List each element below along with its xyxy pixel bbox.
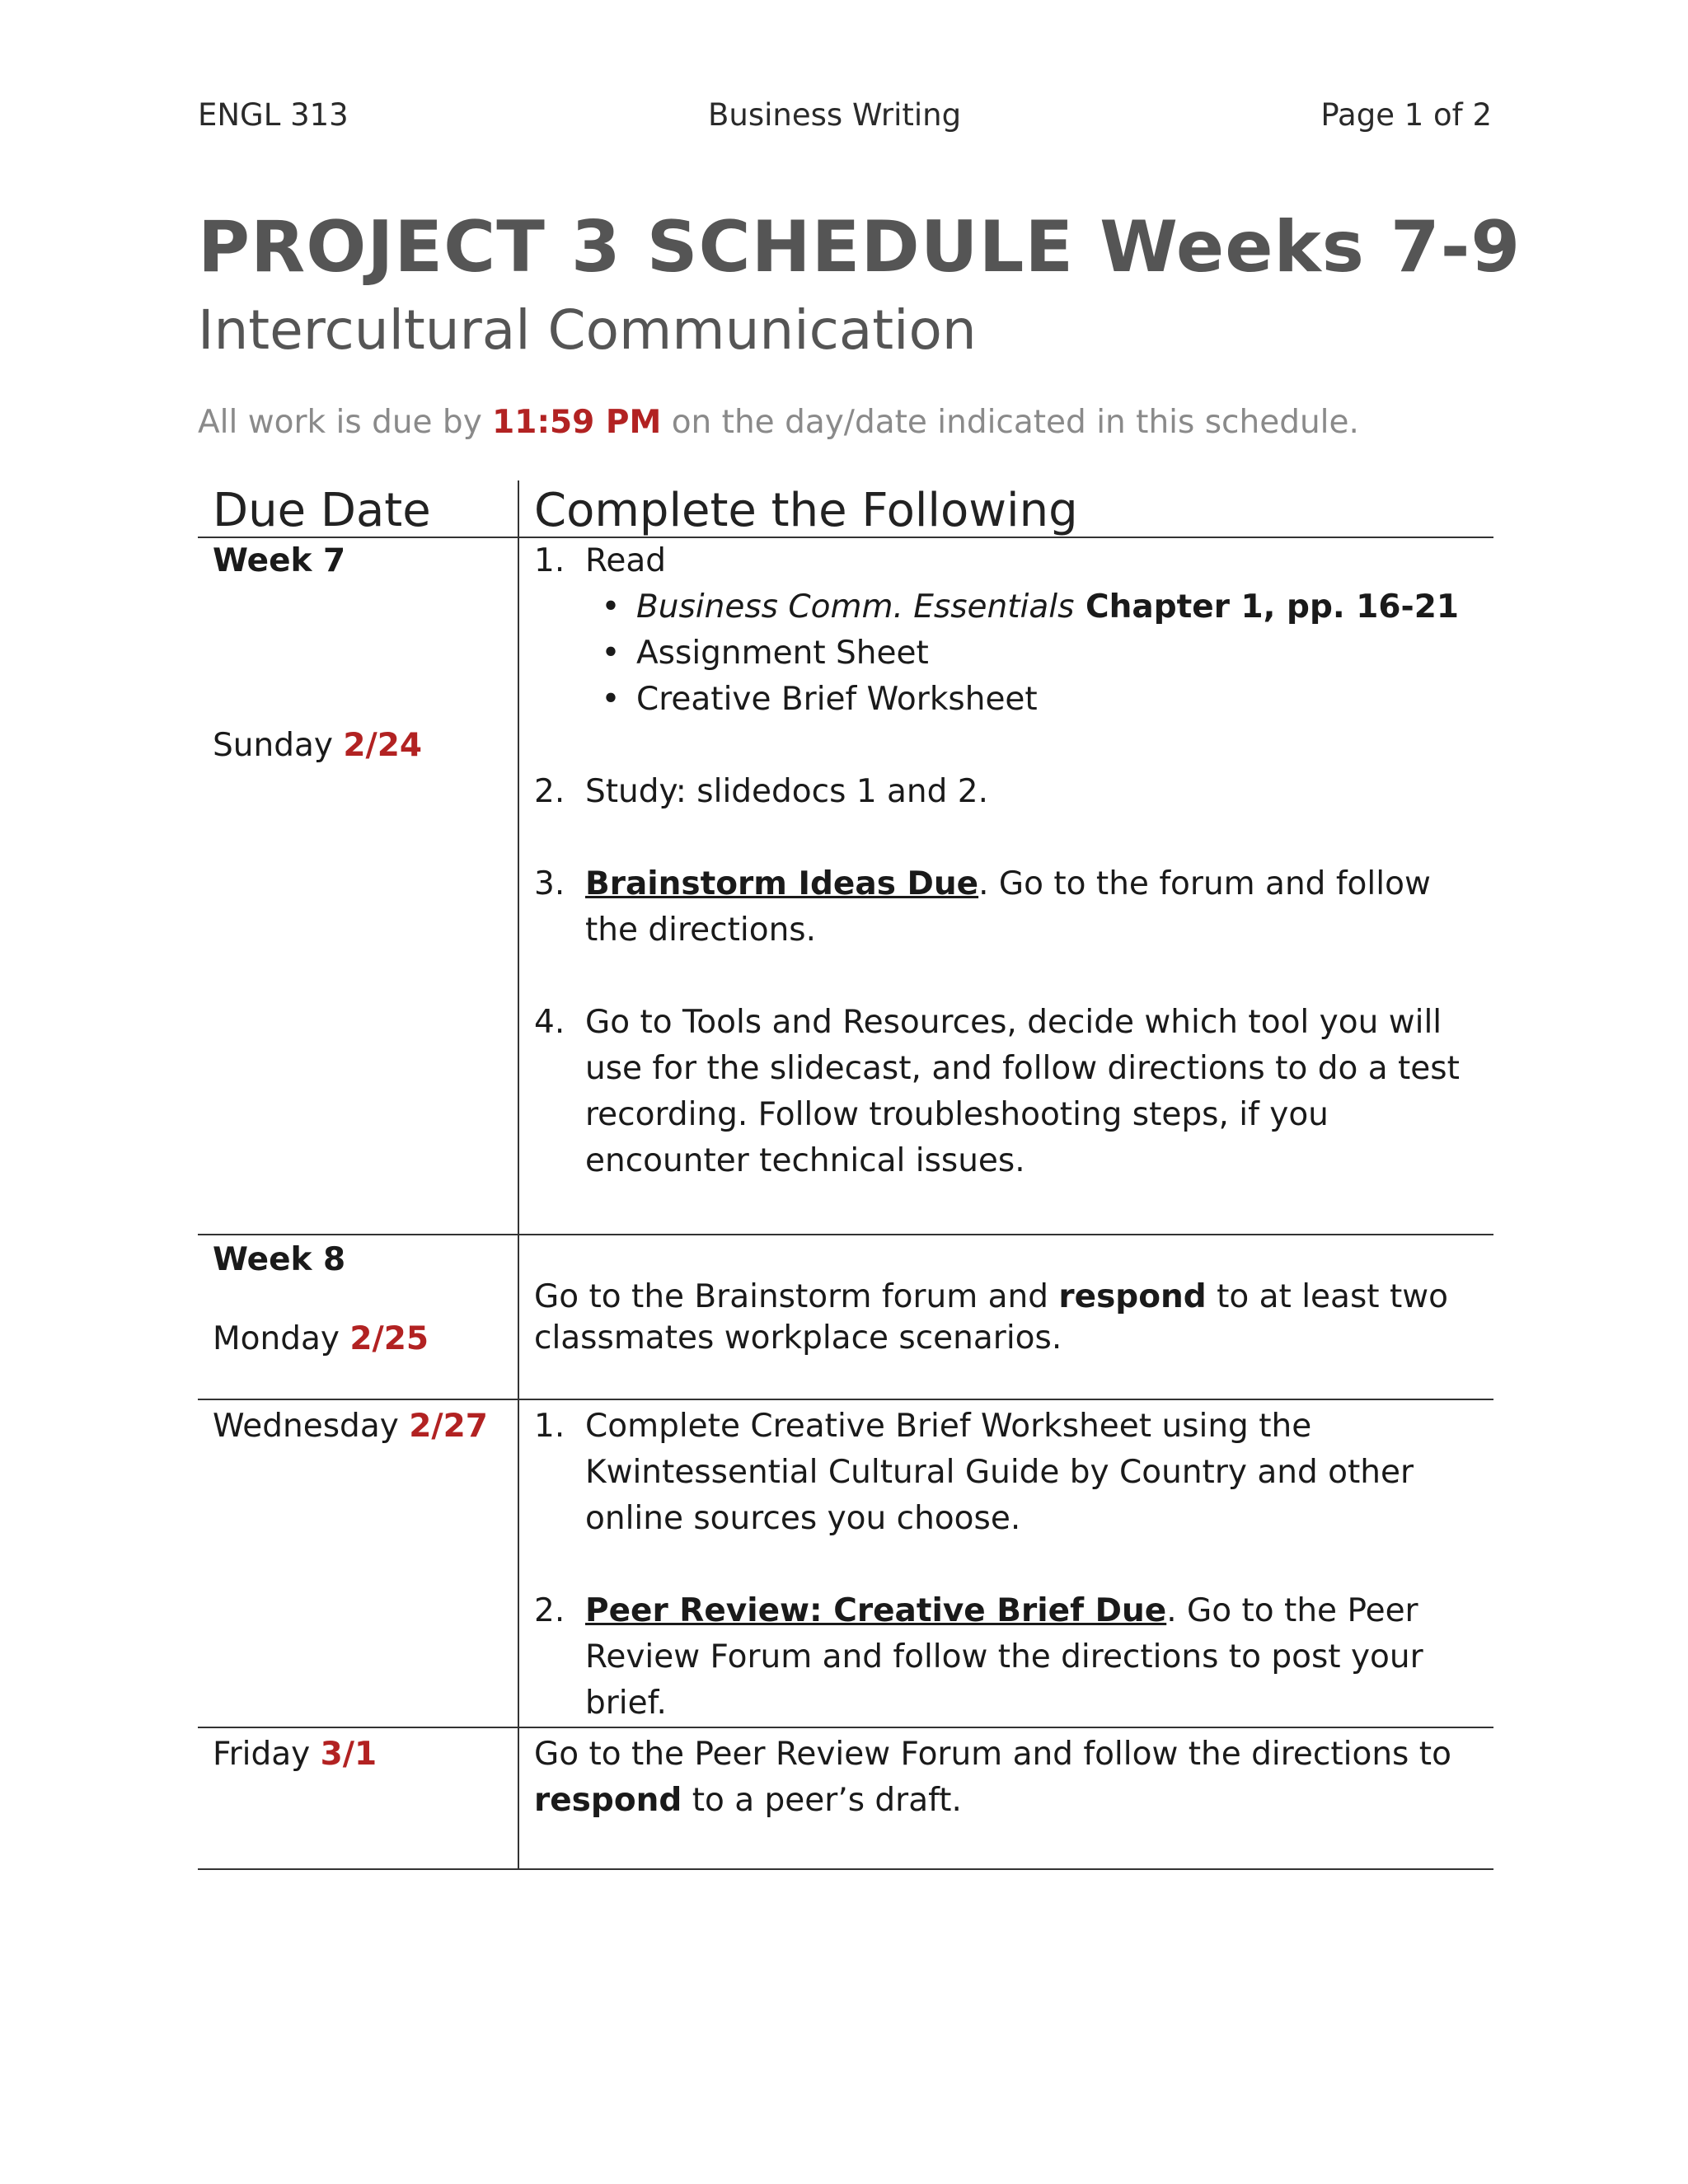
page-title: PROJECT 3 SCHEDULE Weeks 7-9 (198, 206, 1522, 288)
page-subtitle: Intercultural Communication (198, 298, 977, 362)
due-date: Monday 2/25 (213, 1320, 429, 1357)
list-item: 3. Brainstorm Ideas Due. Go to the forum and follow the directions. (534, 865, 1431, 949)
header-complete: Complete the Following (534, 484, 1078, 537)
list-item: • Creative Brief Worksheet (601, 681, 1038, 718)
due-date: Sunday 2/24 (213, 727, 422, 764)
course-name: Business Writing (708, 97, 962, 133)
list-item: 4. Go to Tools and Resources, decide which tool you will use for the slidecast, and follow directions to do a test recording. Follow troubleshooting steps, if you encounter technical issues. (534, 1004, 1460, 1179)
due-date: Friday 3/1 (213, 1736, 377, 1773)
week-label: Week 7 (213, 542, 346, 579)
table-row-wednesday (198, 1400, 1493, 1728)
list-item: 2. Study: slidedocs 1 and 2. (534, 773, 989, 810)
brainstorm-link[interactable]: Brainstorm Ideas Due (585, 865, 979, 902)
header-due-date: Due Date (198, 480, 519, 537)
week-label: Week 8 (213, 1241, 346, 1278)
page-number: Page 1 of 2 (1320, 97, 1492, 133)
list-item: 2. Peer Review: Creative Brief Due. Go to the Peer Review Forum and follow the directions to post your brief. (534, 1592, 1423, 1722)
due-date: Wednesday 2/27 (213, 1408, 488, 1445)
reading-list (534, 584, 1493, 723)
schedule-table (198, 480, 1493, 1870)
due-note: All work is due by 11:59 PM on the day/date indicated in this schedule. (198, 404, 1359, 441)
table-row-week8: Week 8 Monday 2/25 Go to the Brainstorm forum and respond to at least two classmates workplace scenarios. (198, 1235, 1493, 1400)
table-row-week7 (198, 538, 1493, 1235)
table-row-friday: Friday 3/1 Go to the Peer Review Forum and follow the directions to respond to a peer’s draft. (198, 1728, 1493, 1870)
table-header-row (198, 480, 1493, 538)
list-item: • Assignment Sheet (601, 635, 929, 672)
list-item: 1. Complete Creative Brief Worksheet using the Kwintessential Cultural Guide by Country and other online sources you choose. (534, 1408, 1414, 1537)
due-time: 11:59 PM (492, 404, 662, 441)
page-header (198, 97, 1492, 133)
peer-review-link[interactable]: Peer Review: Creative Brief Due (585, 1592, 1167, 1629)
list-item: • Business Comm. Essentials Chapter 1, pp. 16-21 (601, 588, 1460, 626)
list-item: 1. Read (534, 542, 666, 579)
course-code: ENGL 313 (198, 97, 349, 133)
